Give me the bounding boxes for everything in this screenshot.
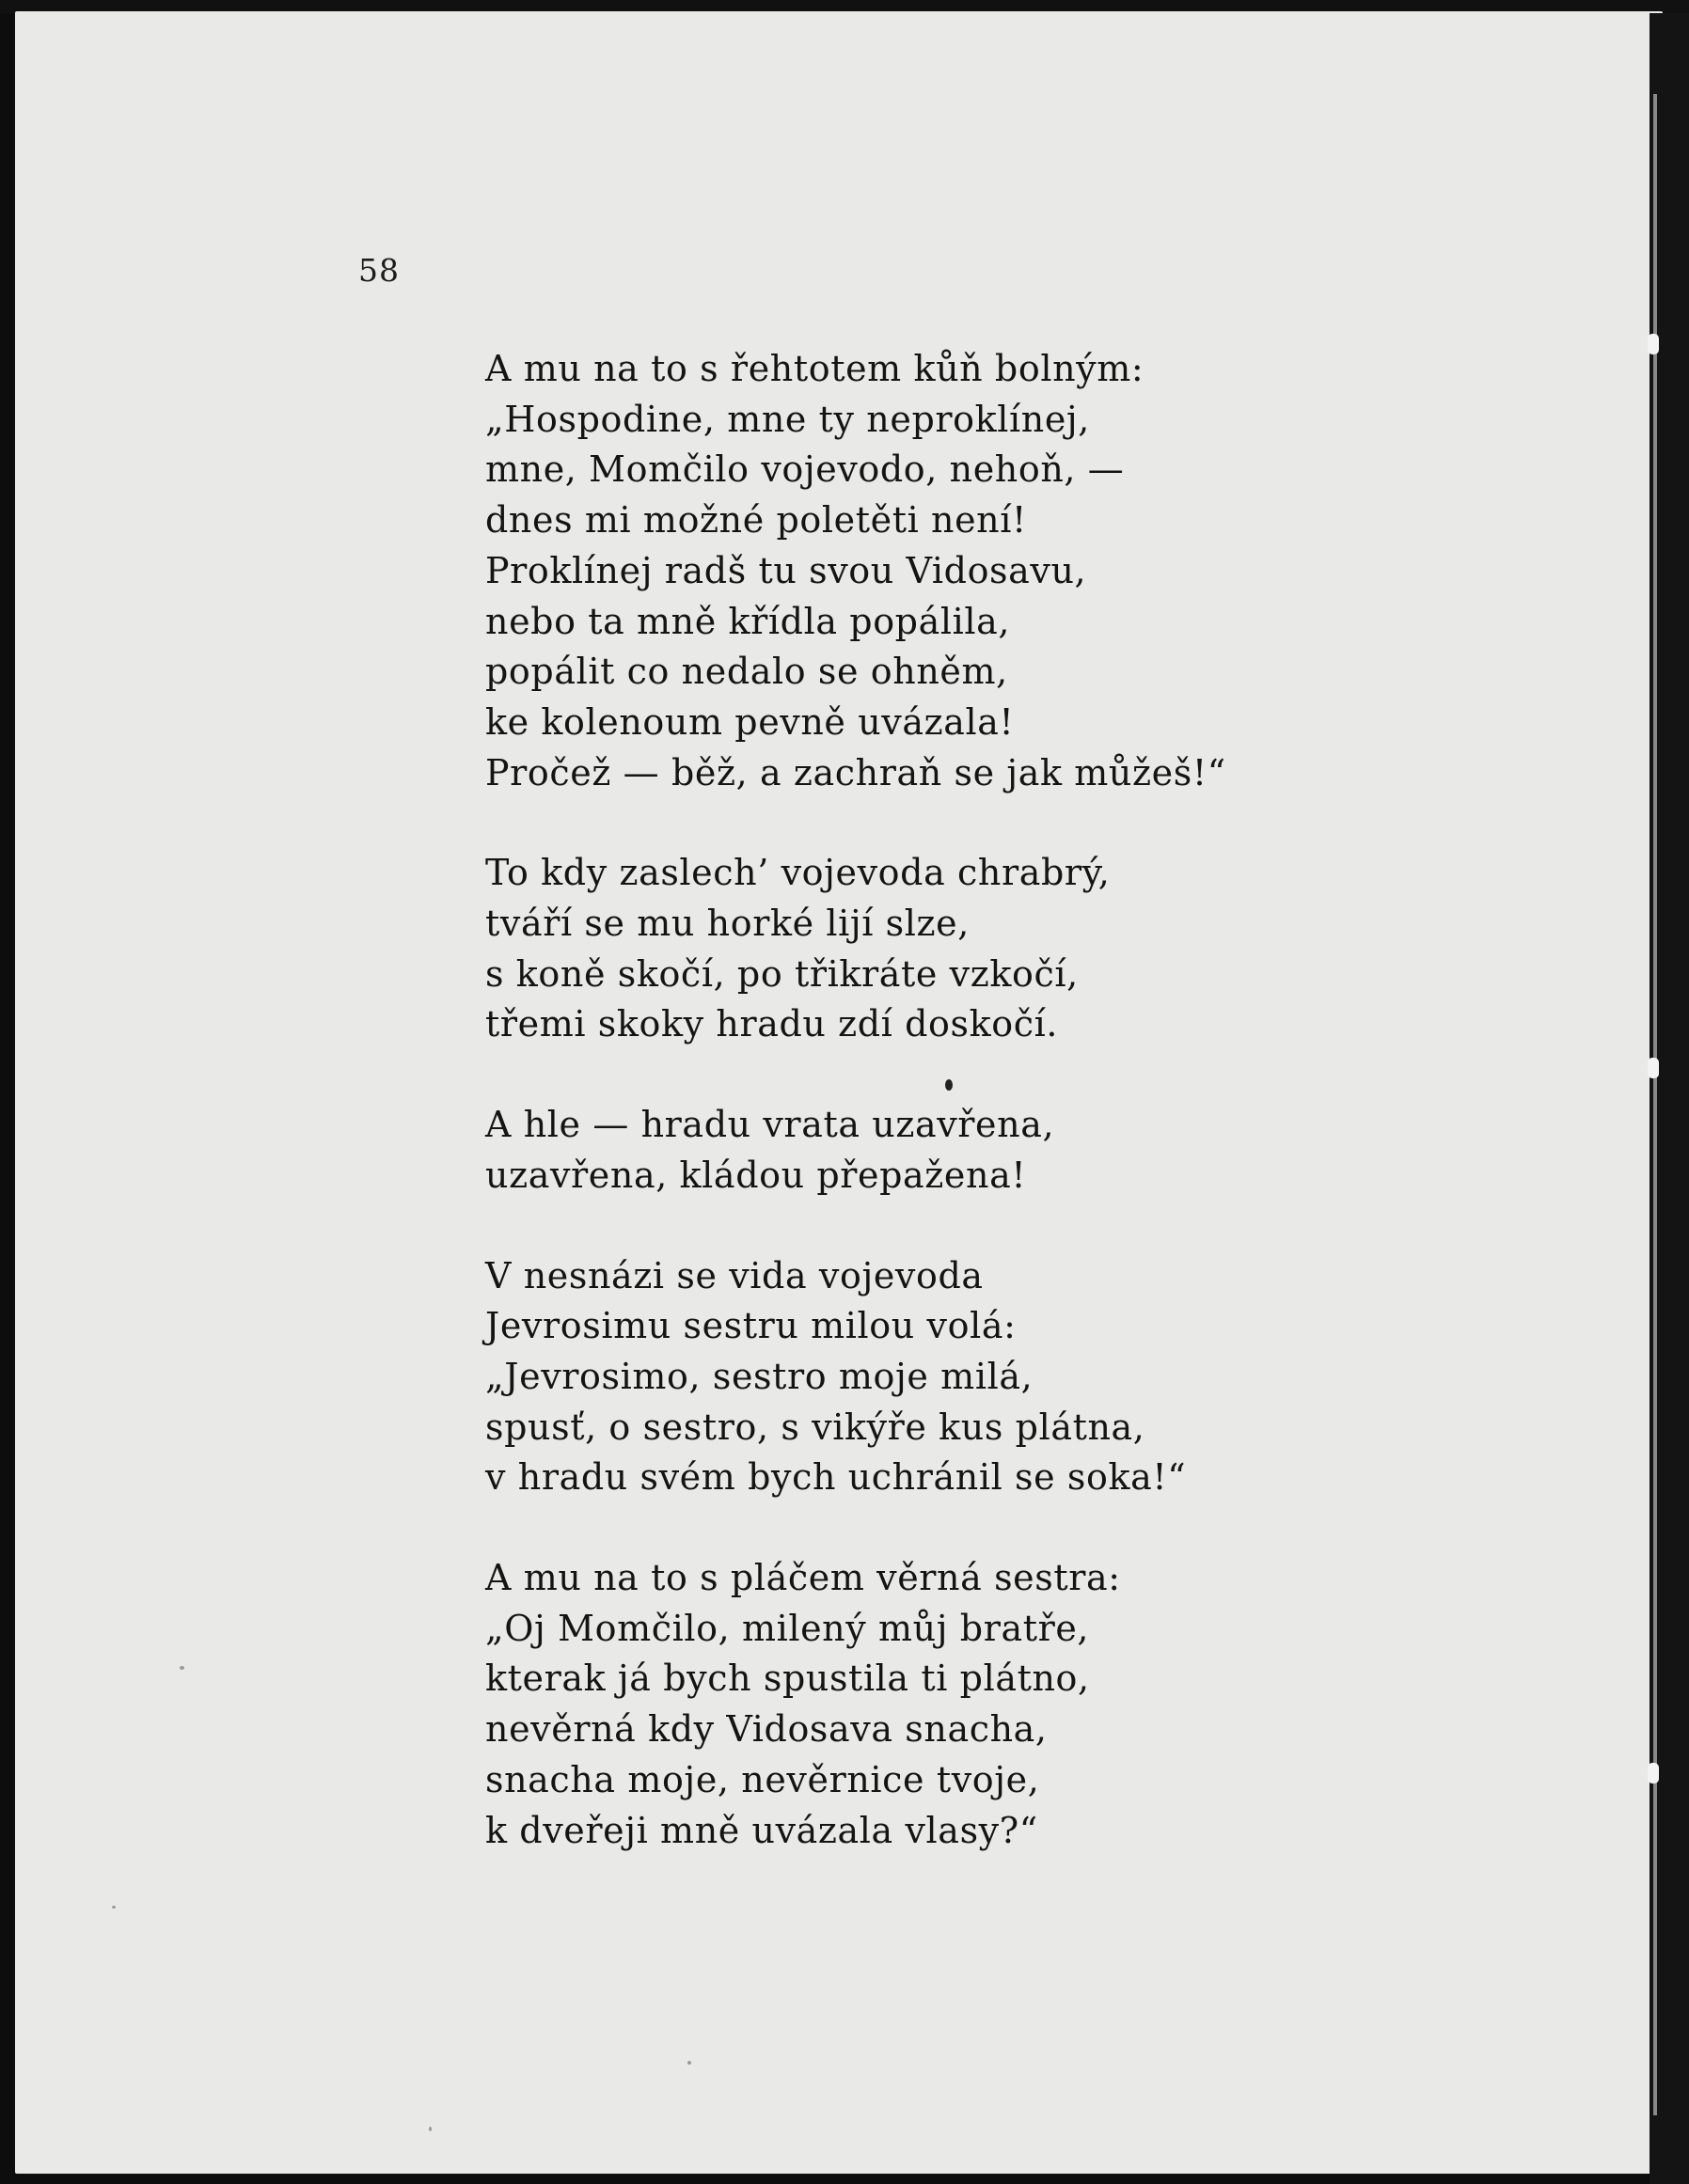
poem-line: ke kolenoum pevně uvázala! (485, 700, 1015, 743)
poem-line: Jevrosimu sestru milou volá: (485, 1305, 1017, 1347)
poem-line: A hle — hradu vrata uzavřena, (485, 1104, 1055, 1146)
paper-speck (687, 2061, 691, 2065)
poem-line: spusť, o sestro, s vikýře kus plátna, (485, 1406, 1145, 1448)
binding-mark (1648, 1058, 1659, 1078)
poem-line: dnes mi možné poletěti není! (485, 499, 1027, 542)
poem-text (485, 344, 1595, 1906)
poem-line: kterak já bych spustila ti plátno, (485, 1658, 1090, 1700)
stanza-divider-dot (945, 1079, 953, 1091)
stanza-3 (485, 1100, 1595, 1201)
page-edge-line (1653, 94, 1657, 2115)
poem-line: „Hospodine, mne ty neproklínej, (485, 398, 1090, 440)
poem-line: V nesnázi se vida vojevoda (485, 1254, 984, 1296)
poem-line: popálit co nedalo se ohněm, (485, 651, 1008, 693)
poem-line: nebo ta mně křídla popálila, (485, 600, 1011, 642)
stanza-1 (485, 344, 1595, 798)
binding-mark (1648, 334, 1659, 354)
poem-line: třemi skoky hradu zdí doskočí. (485, 1003, 1059, 1045)
stanza-2 (485, 848, 1595, 1050)
poem-line: k dveřeji mně uvázala vlasy?“ (485, 1809, 1038, 1851)
poem-line: snacha moje, nevěrnice tvoje, (485, 1758, 1040, 1800)
poem-line: Pročež — běž, a zachraň se jak můžeš!“ (485, 751, 1226, 793)
stanza-4 (485, 1251, 1595, 1504)
poem-line: tváří se mu horké lijí slze, (485, 903, 970, 945)
stanza-5 (485, 1553, 1595, 1856)
poem-line: s koně skočí, po třikráte vzkočí, (485, 952, 1079, 995)
poem-line: v hradu svém bych uchránil se soka!“ (485, 1456, 1187, 1499)
poem-line: mne, Momčilo vojevodo, nehoň, — (485, 448, 1125, 491)
poem-line: A mu na to s pláčem věrná sestra: (485, 1557, 1121, 1599)
poem-line: A mu na to s řehtotem kůň bolným: (485, 348, 1144, 389)
paper-speck (112, 1906, 116, 1909)
poem-line: To kdy zaslech’ vojevoda chrabrý, (485, 852, 1111, 894)
poem-line: uzavřena, kládou přepažena! (485, 1154, 1027, 1196)
paper-speck (429, 2127, 432, 2131)
page-number: 58 (358, 252, 400, 289)
poem-line: „Oj Momčilo, milený můj bratře, (485, 1607, 1090, 1649)
binding-mark (1648, 1763, 1659, 1783)
poem-line: nevěrná kdy Vidosava snacha, (485, 1708, 1048, 1751)
poem-line: „Jevrosimo, sestro moje milá, (485, 1355, 1034, 1397)
poem-line: Proklínej radš tu svou Vidosavu, (485, 549, 1087, 591)
paper-speck (180, 1666, 184, 1670)
